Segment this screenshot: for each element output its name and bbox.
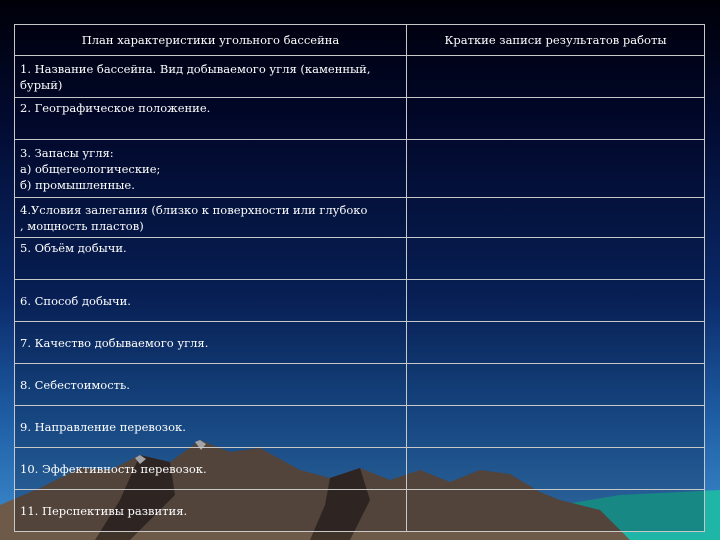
row-label: 5. Объём добычи. xyxy=(15,238,407,280)
row-notes-cell[interactable] xyxy=(407,490,705,532)
table-row xyxy=(15,198,705,238)
header-plan: План характеристики угольного бассейна xyxy=(15,25,407,56)
table-row xyxy=(15,490,705,532)
table-header-row xyxy=(15,25,705,56)
coal-basin-plan-table xyxy=(14,24,705,532)
table-row xyxy=(15,448,705,490)
table-row xyxy=(15,406,705,448)
table-row xyxy=(15,238,705,280)
row-label: 9. Направление перевозок. xyxy=(15,406,407,448)
row-label: 1. Название бассейна. Вид добываемого угля (каменный, бурый) xyxy=(15,56,407,98)
row-label: 10. Эффективность перевозок. xyxy=(15,448,407,490)
row-notes-cell[interactable] xyxy=(407,198,705,238)
table-row xyxy=(15,98,705,140)
table-row xyxy=(15,280,705,322)
row-notes-cell[interactable] xyxy=(407,322,705,364)
table-row xyxy=(15,56,705,98)
row-notes-cell[interactable] xyxy=(407,364,705,406)
row-notes-cell[interactable] xyxy=(407,238,705,280)
row-label: 2. Географическое положение. xyxy=(15,98,407,140)
row-notes-cell[interactable] xyxy=(407,140,705,198)
row-notes-cell[interactable] xyxy=(407,98,705,140)
header-notes: Краткие записи результатов работы xyxy=(407,25,705,56)
row-notes-cell[interactable] xyxy=(407,280,705,322)
row-notes-cell[interactable] xyxy=(407,56,705,98)
table-row xyxy=(15,140,705,198)
table-row xyxy=(15,364,705,406)
row-notes-cell[interactable] xyxy=(407,406,705,448)
row-label: 4.Условия залегания (близко к поверхности или глубоко , мощность пластов) xyxy=(15,198,407,238)
row-label: 7. Качество добываемого угля. xyxy=(15,322,407,364)
table-row xyxy=(15,322,705,364)
row-notes-cell[interactable] xyxy=(407,448,705,490)
row-label: 3. Запасы угля: а) общегеологические; б) промышленные. xyxy=(15,140,407,198)
row-label: 11. Перспективы развития. xyxy=(15,490,407,532)
row-label: 6. Способ добычи. xyxy=(15,280,407,322)
row-label: 8. Себестоимость. xyxy=(15,364,407,406)
